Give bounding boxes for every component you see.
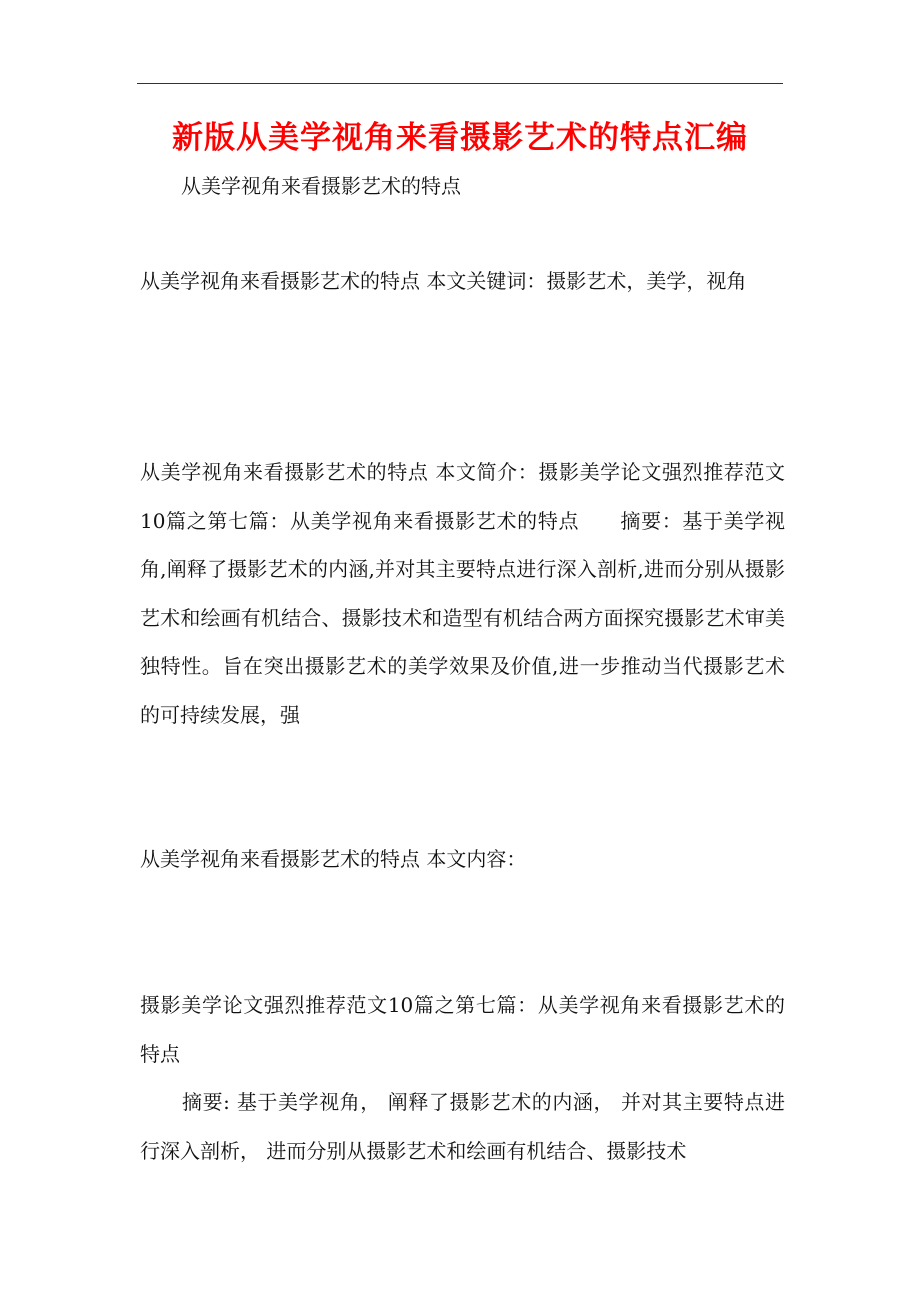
intro-paragraph: 从美学视角来看摄影艺术的特点 本文简介：摄影美学论文强烈推荐范文10篇之第七篇：从美学视角来看摄影艺术的特点 摘要：基于美学视角,阐释了摄影艺术的内涵,并对其主要特点进行深入剖析,进而分别从摄影艺术和绘画有机结合、摄影技术和造型有机结合两方面探究摄影艺术审美独特性。旨在突出摄影艺术的美学效果及价值,进一步推动当代摄影艺术的可持续发展，强 — [140, 460, 785, 727]
content-label-paragraph: 从美学视角来看摄影艺术的特点 本文内容： — [140, 847, 527, 871]
section-heading-paragraph: 摄影美学论文强烈推荐范文10篇之第七篇：从美学视角来看摄影艺术的特点 — [140, 993, 785, 1066]
keywords-paragraph: 从美学视角来看摄影艺术的特点 本文关键词：摄影艺术，美学，视角 — [140, 269, 747, 293]
header-rule — [137, 83, 783, 84]
document-title: 新版从美学视角来看摄影艺术的特点汇编 — [172, 120, 748, 156]
document-subtitle: 从美学视角来看摄影艺术的特点 — [181, 174, 461, 198]
abstract-paragraph: 摘要: 基于美学视角， 阐释了摄影艺术的内涵， 并对其主要特点进行深入剖析， 进而分别从摄影艺术和绘画有机结合、摄影技术 — [140, 1090, 785, 1163]
